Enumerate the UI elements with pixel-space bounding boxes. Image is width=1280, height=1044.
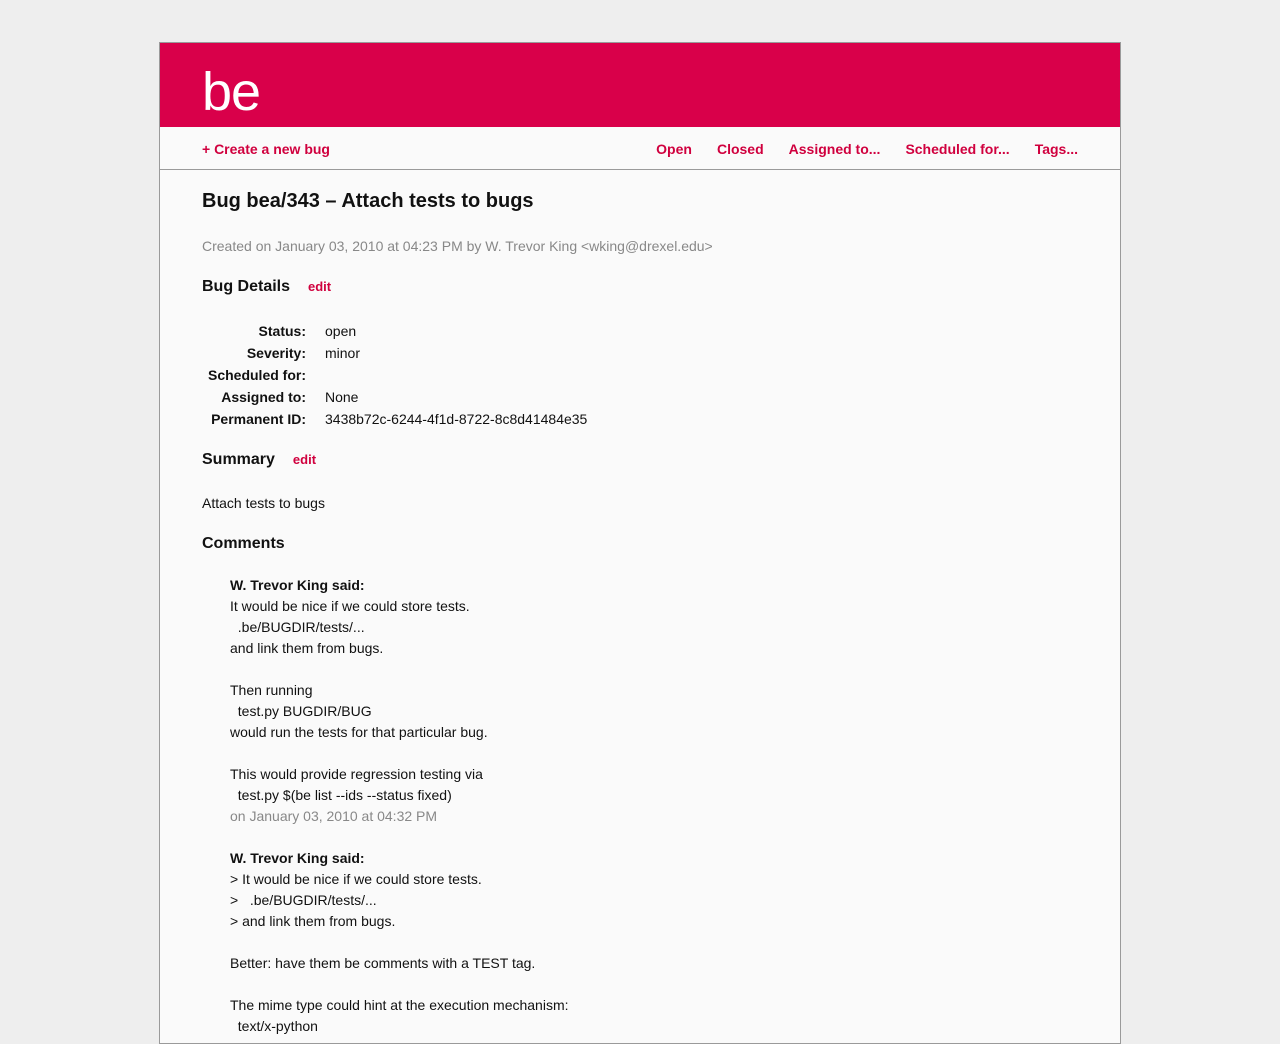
comment-author: W. Trevor King said: — [230, 577, 365, 593]
comment-date: on January 03, 2010 at 04:32 PM — [230, 808, 438, 824]
detail-label: Status: — [258, 323, 306, 339]
bug-details-title: Bug Details — [202, 278, 291, 295]
created-info: Created on January 03, 2010 at 04:23 PM by W. Trevor King <wking@drexel.edu> — [202, 238, 713, 254]
nav-assigned-link[interactable]: Assigned to... — [788, 141, 881, 157]
summary-text: Attach tests to bugs — [202, 495, 325, 511]
summary-title: Summary — [202, 451, 275, 468]
detail-value — [325, 364, 587, 386]
detail-row — [202, 342, 587, 364]
detail-row — [202, 320, 587, 342]
create-bug-link[interactable]: + Create a new bug — [202, 141, 330, 157]
comment — [230, 848, 569, 1037]
nav-scheduled-link[interactable]: Scheduled for... — [905, 141, 1010, 157]
detail-value: None — [325, 389, 359, 405]
nav-open-link[interactable]: Open — [656, 141, 692, 157]
comment-body: > It would be nice if we could store tests. > .be/BUGDIR/tests/... > and link them from bugs. Better: have them be comments with a TEST tag. The mime type could hint at the execution mechanism: text/x-python — [230, 871, 569, 1034]
detail-row — [202, 364, 587, 386]
edit-details-link[interactable]: edit — [308, 279, 332, 294]
detail-label: Severity: — [246, 345, 306, 361]
detail-label: Permanent ID: — [211, 411, 306, 427]
bug-title: Bug bea/343 – Attach tests to bugs — [202, 190, 534, 212]
detail-row — [202, 386, 587, 408]
comment-author: W. Trevor King said: — [230, 850, 365, 866]
detail-row — [202, 408, 587, 430]
nav-links — [656, 141, 1078, 157]
page-container — [159, 42, 1121, 1044]
summary-heading — [202, 451, 316, 469]
header-banner — [160, 43, 1120, 127]
navigation-bar — [160, 127, 1120, 170]
detail-value: open — [325, 323, 357, 339]
bug-details-table — [202, 320, 587, 430]
detail-label: Scheduled for: — [207, 367, 306, 383]
comments-heading: Comments — [202, 535, 285, 552]
bug-details-heading — [202, 278, 331, 296]
detail-label: Assigned to: — [221, 389, 306, 405]
nav-closed-link[interactable]: Closed — [716, 141, 764, 157]
edit-summary-link[interactable]: edit — [292, 452, 317, 467]
comment — [230, 575, 488, 827]
comment-body: It would be nice if we could store tests. .be/BUGDIR/tests/... and link them from bugs. Then running test.py BUGDIR/BUG would run the tests for that particular bug. This would provide regression testing via test.py $(be list --ids --status fixed) — [230, 598, 488, 803]
detail-value: minor — [325, 345, 361, 361]
detail-value: 3438b72c-6244-4f1d-8722-8c8d41484e35 — [325, 411, 588, 427]
nav-tags-link[interactable]: Tags... — [1034, 141, 1078, 157]
app-logo[interactable]: be — [202, 62, 261, 122]
